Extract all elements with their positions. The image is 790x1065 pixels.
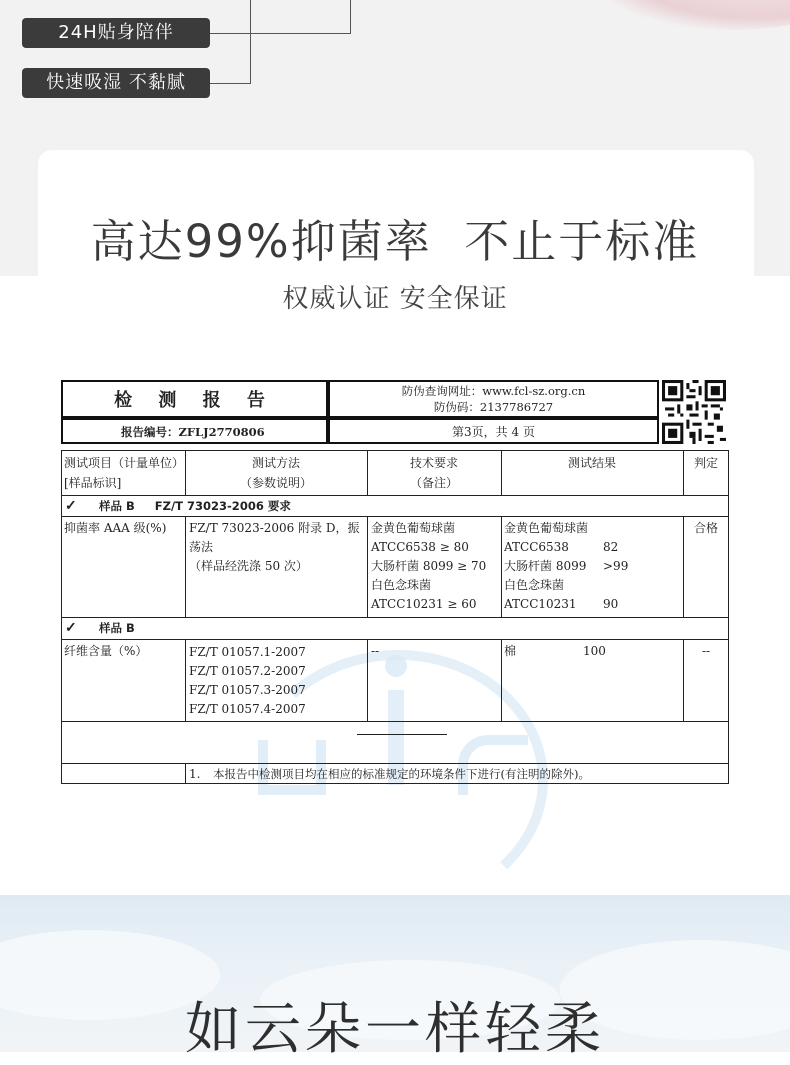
header-item: 测试项目（计量单位） bbox=[64, 456, 185, 470]
row1-req-3: 大肠杆菌 8099 ≥ 70 bbox=[371, 559, 487, 573]
leader-line bbox=[350, 0, 351, 34]
page-info: 第3页，共 4 页 bbox=[452, 425, 535, 439]
report-title: 检 测 报 告 bbox=[61, 380, 328, 418]
row1-item: 抑菌率 AAA 级(%) bbox=[64, 521, 167, 535]
feature-tag-companion: 24H贴身陪伴 bbox=[22, 18, 210, 48]
row1-result-value-5: 90 bbox=[603, 597, 619, 611]
row1-result-value-3: >99 bbox=[603, 559, 629, 573]
col-divider bbox=[185, 763, 186, 784]
col-divider bbox=[367, 516, 368, 617]
row2-method-2: FZ/T 01057.2-2007 bbox=[189, 664, 306, 678]
row1-verdict: 合格 bbox=[693, 521, 718, 535]
header-result: 测试结果 bbox=[567, 456, 616, 470]
leader-line bbox=[250, 0, 251, 84]
header-verdict: 判定 bbox=[693, 456, 718, 470]
row-divider bbox=[61, 495, 729, 496]
row-divider bbox=[61, 516, 729, 517]
row1-req-4: 白色念珠菌 bbox=[371, 578, 432, 592]
qr-code bbox=[662, 380, 726, 444]
leader-line bbox=[210, 83, 250, 84]
check-mark: ✓ bbox=[65, 498, 77, 514]
row1-result-value-2: 82 bbox=[603, 540, 619, 554]
report-number bbox=[61, 418, 328, 444]
row1-result-name-5: ATCC10231 bbox=[504, 597, 577, 611]
row2-result-value: 100 bbox=[583, 644, 606, 658]
test-report bbox=[61, 378, 731, 785]
page-info-box bbox=[328, 418, 659, 444]
row2-verdict: -- bbox=[701, 644, 711, 658]
col-divider bbox=[185, 639, 186, 721]
header-method: 测试方法 bbox=[251, 456, 300, 470]
row1-req-2: ATCC6538 ≥ 80 bbox=[371, 540, 469, 554]
verify-code: 防伪码：2137786727 bbox=[433, 400, 554, 414]
footnote-text: 本报告中检测项目均在相应的标准规定的环境条件下进行(有注明的除外)。 bbox=[213, 767, 590, 781]
col-divider bbox=[501, 516, 502, 617]
row-divider bbox=[61, 617, 729, 618]
verify-url: 防伪查询网址：www.fcl-sz.org.cn bbox=[401, 384, 586, 398]
row1-result-name-1: 金黄色葡萄球菌 bbox=[504, 521, 589, 535]
row1-method-3: （样品经洗涤 50 次） bbox=[189, 559, 308, 573]
leader-line bbox=[210, 33, 350, 34]
row2-method-4: FZ/T 01057.4-2007 bbox=[189, 702, 306, 716]
row1-result-name-4: 白色念珠菌 bbox=[504, 578, 565, 592]
bottom-headline: 如云朵一样轻柔 bbox=[185, 997, 605, 1062]
row1-result-name-2: ATCC6538 bbox=[504, 540, 569, 554]
row1-result-name-3: 大肠杆菌 8099 bbox=[504, 559, 587, 573]
header-requirement: 技术要求 bbox=[409, 456, 458, 470]
feature-tag-absorb: 快速吸湿 不黏腻 bbox=[22, 68, 210, 98]
row1-req-5: ATCC10231 ≥ 60 bbox=[371, 597, 477, 611]
note-separator bbox=[357, 734, 447, 735]
row-divider bbox=[61, 639, 729, 640]
footnote-number: 1. bbox=[189, 767, 201, 781]
page-headline: 高达99%抑菌率 不止于标准 bbox=[90, 215, 700, 268]
row1-req-1: 金黄色葡萄球菌 bbox=[371, 521, 456, 535]
row2-method-1: FZ/T 01057.1-2007 bbox=[189, 645, 306, 659]
col-divider bbox=[501, 639, 502, 721]
header-item-sub: [样品标识] bbox=[64, 476, 122, 490]
check-mark: ✓ bbox=[65, 620, 77, 636]
row1-method-1: FZ/T 73023-2006 附录 D，振 bbox=[189, 521, 360, 535]
header-requirement-sub: （备注） bbox=[409, 476, 458, 490]
col-divider bbox=[185, 516, 186, 617]
header-method-sub: （参数说明） bbox=[239, 476, 312, 490]
row2-method-3: FZ/T 01057.3-2007 bbox=[189, 683, 306, 697]
page-subhead: 权威认证 安全保证 bbox=[282, 284, 508, 314]
row2-requirement: -- bbox=[371, 644, 380, 658]
row-divider bbox=[61, 763, 729, 764]
section1-label: 样品 B FZ/T 73023-2006 要求 bbox=[99, 499, 291, 513]
col-divider bbox=[367, 639, 368, 721]
report-number-text: 报告编号：ZFLJ2770806 bbox=[121, 425, 265, 439]
row2-result-name: 棉 bbox=[504, 644, 517, 658]
row1-method-2: 荡法 bbox=[189, 540, 214, 554]
section2-label: 样品 B bbox=[99, 621, 135, 635]
row2-item: 纤维含量（%） bbox=[64, 644, 148, 658]
row-divider bbox=[61, 721, 729, 722]
